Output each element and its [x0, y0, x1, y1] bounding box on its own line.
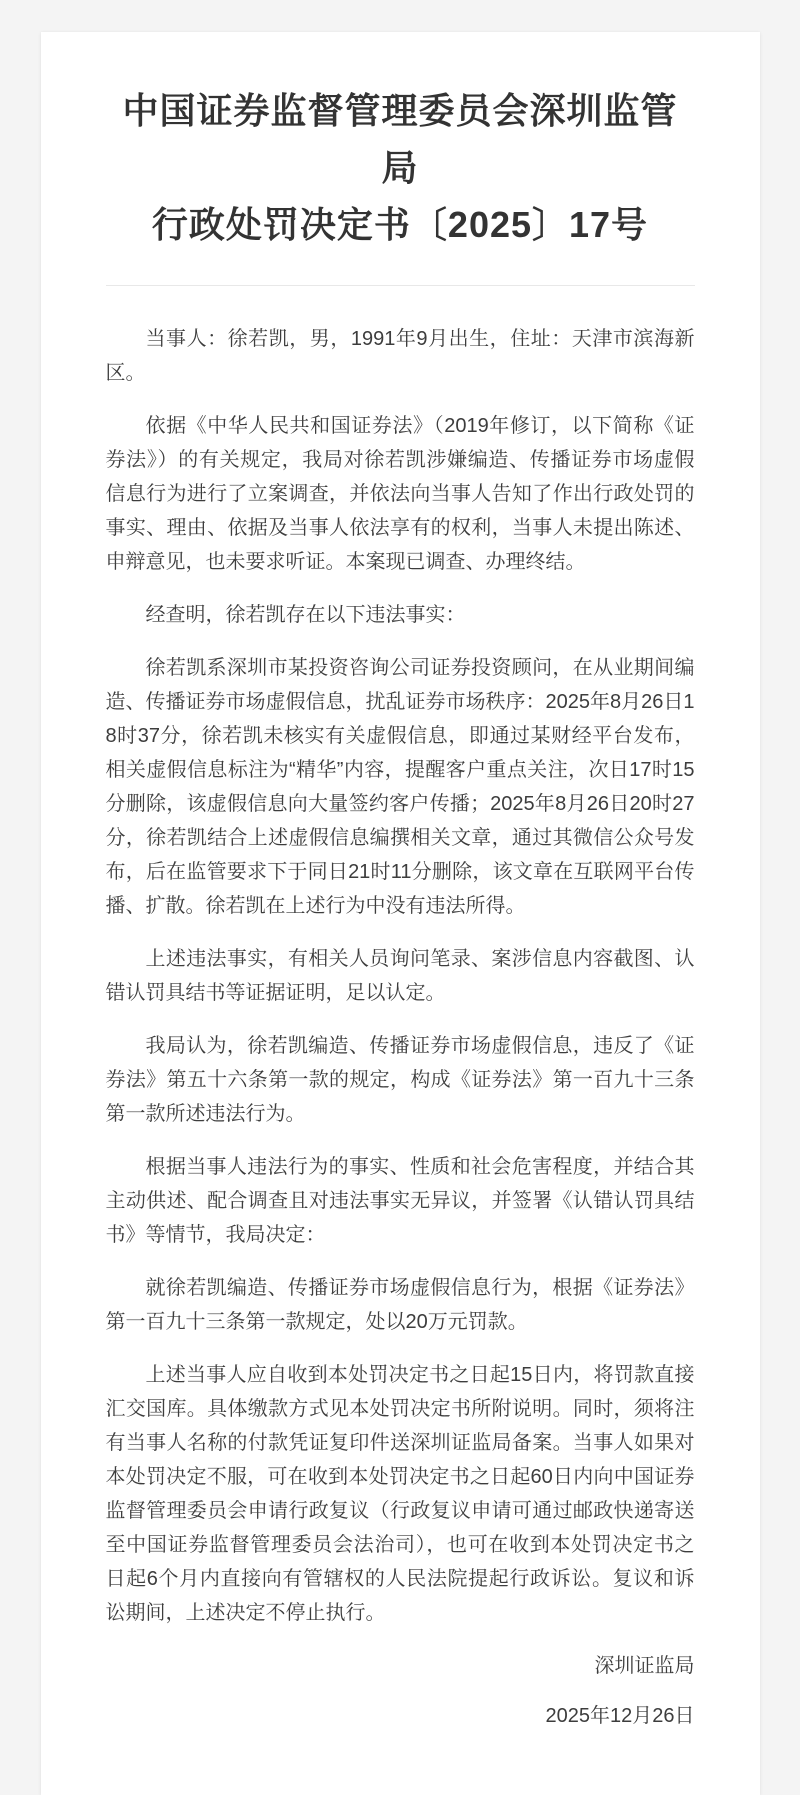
body-paragraph-findings-intro: 经查明，徐若凯存在以下违法事实： [145, 604, 466, 626]
body-paragraph-legal-basis: 依据《中华人民共和国证券法》（2019年修订，以下简称《证券法》）的有关规定，我局对徐若凯涉嫌编造、传播证券市场虚假信息行为进行了立案调查，并依法向当事人告知了作出行政处罚的事实、理由、依据及当事人依法享有的权利，当事人未提出陈述、申辩意见，也未要求听证。本案现已调查、办理终结。 [105, 415, 695, 573]
document-body [106, 322, 695, 1630]
issuing-authority: 深圳证监局 [594, 1655, 695, 1677]
body-paragraph-payment-appeal: 上述当事人应自收到本处罚决定书之日起15日内，将罚款直接汇交国库。具体缴款方式见本处罚决定书所附说明。同时，须将注有当事人名称的付款凭证复印件送深圳证监局备案。当事人如果对本处罚决定不服，可在收到本处罚决定书之日起60日内向中国证券监督管理委员会申请行政复议（行政复议申请可通过邮政快递寄送至中国证券监督管理委员会法治司），也可在收到本处罚决定书之日起6个月内直接向有管辖权的人民法院提起行政诉讼。复议和诉讼期间，上述决定不停止执行。 [105, 1364, 695, 1624]
document-title-line-2: 行政处罚决定书〔2025〕17号 [151, 204, 649, 245]
body-paragraph-violation: 我局认为，徐若凯编造、传播证券市场虚假信息，违反了《证券法》第五十六条第一款的规定，构成《证券法》第一百九十三条第一款所述违法行为。 [105, 1035, 695, 1125]
document-title-line-1: 中国证券监督管理委员会深圳监管局 [122, 90, 678, 188]
issue-date: 2025年12月26日 [545, 1705, 695, 1727]
document-card [41, 32, 760, 1795]
title-divider [106, 285, 695, 286]
document-title [106, 82, 695, 253]
body-paragraph-considerations: 根据当事人违法行为的事实、性质和社会危害程度，并结合其主动供述、配合调查且对违法事实无异议，并签署《认错认罚具结书》等情节，我局决定： [105, 1156, 695, 1246]
body-paragraph-facts: 徐若凯系深圳市某投资咨询公司证券投资顾问，在从业期间编造、传播证券市场虚假信息，扰乱证券市场秩序：2025年8月26日18时37分，徐若凯未核实有关虚假信息，即通过某财经平台发布，相关虚假信息标注为“精华”内容，提醒客户重点关注，次日17时15分删除，该虚假信息向大量签约客户传播；2025年8月26日20时27分，徐若凯结合上述虚假信息编撰相关文章，通过其微信公众号发布，后在监管要求下于同日21时11分删除，该文章在互联网平台传播、扩散。徐若凯在上述行为中没有违法所得。 [105, 657, 695, 917]
body-paragraph-parties: 当事人：徐若凯，男，1991年9月出生，住址：天津市滨海新区。 [105, 328, 695, 384]
body-paragraph-penalty: 就徐若凯编造、传播证券市场虚假信息行为，根据《证券法》第一百九十三条第一款规定，处以20万元罚款。 [105, 1277, 695, 1333]
body-paragraph-evidence: 上述违法事实，有相关人员询问笔录、案涉信息内容截图、认错认罚具结书等证据证明，足以认定。 [105, 948, 695, 1004]
signature-block [106, 1649, 695, 1733]
